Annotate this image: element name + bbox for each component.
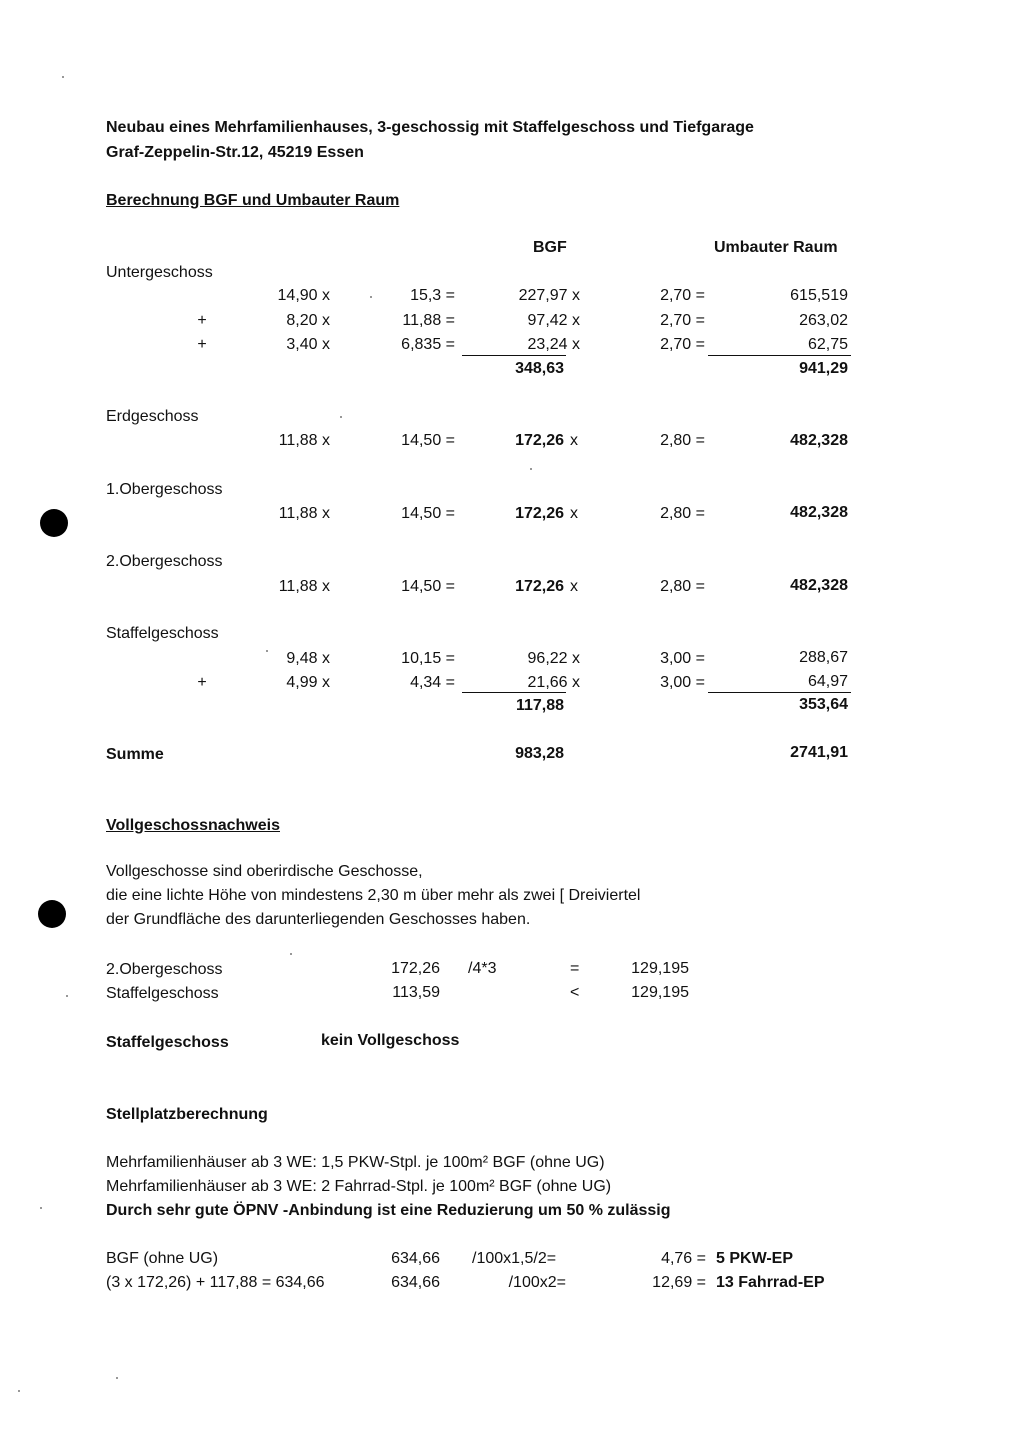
- dimension-b: 14,50 =: [401, 578, 455, 595]
- volume-value: 482,328: [790, 504, 848, 521]
- bgf-value: 172,26: [515, 505, 564, 522]
- rule-line: Mehrfamilienhäuser ab 3 WE: 2 Fahrrad-Stpl. je 100m² BGF (ohne UG): [106, 1178, 612, 1195]
- area-value: 113,59: [392, 984, 440, 1001]
- result-value: 4,76 =: [661, 1250, 706, 1267]
- result-floor-label: Staffelgeschoss: [106, 1034, 229, 1051]
- volume-value: 482,328: [790, 432, 848, 449]
- punch-hole-bottom: [38, 900, 66, 928]
- section-title-bgf: Berechnung BGF und Umbauter Raum: [106, 192, 400, 209]
- height-value: 3,00 =: [660, 674, 705, 691]
- result-value: 129,195: [631, 960, 689, 977]
- column-header-umbauter-raum: Umbauter Raum: [714, 239, 838, 256]
- parking-count: 5 PKW-EP: [716, 1250, 794, 1267]
- sum-rule: [462, 355, 566, 356]
- height-value: 2,70 =: [660, 336, 705, 353]
- sum-rule: [462, 692, 566, 693]
- height-value: 2,70 =: [660, 312, 705, 329]
- formula: /4*3: [468, 960, 497, 977]
- formula: /100x2=: [508, 1274, 566, 1291]
- comparison-sign: <: [570, 984, 580, 1001]
- scan-speck: [18, 1390, 20, 1392]
- dimension-b: 15,3 =: [410, 287, 455, 304]
- scan-speck: [66, 995, 68, 997]
- floor-label: Staffelgeschoss: [106, 985, 219, 1002]
- sum-rule: [708, 355, 851, 356]
- scan-speck: [62, 76, 64, 78]
- operator: +: [197, 336, 207, 353]
- multiply-sign: x: [570, 505, 578, 522]
- volume-value: 615,519: [790, 287, 848, 304]
- dimension-a: 9,48 x: [286, 650, 330, 667]
- dimension-b: 6,835 =: [401, 336, 455, 353]
- bgf-value: 172,26: [515, 578, 564, 595]
- section-title-vollgeschoss: Vollgeschossnachweis: [106, 817, 280, 834]
- paragraph-line: der Grundfläche des darunterliegenden Geschosses haben.: [106, 911, 531, 928]
- floor-label-staffelgeschoss: Staffelgeschoss: [106, 625, 219, 642]
- bgf-value: 227,97 x: [518, 287, 580, 304]
- dimension-b: 10,15 =: [401, 650, 455, 667]
- dimension-b: 14,50 =: [401, 432, 455, 449]
- bgf-value: 21,66 x: [527, 674, 580, 691]
- floor-label: 2.Obergeschoss: [106, 961, 223, 978]
- dimension-a: 4,99 x: [286, 674, 330, 691]
- dimension-a: 8,20 x: [286, 312, 330, 329]
- dimension-a: 11,88 x: [278, 432, 330, 449]
- floor-label-erdgeschoss: Erdgeschoss: [106, 408, 199, 425]
- floor-label-untergeschoss: Untergeschoss: [106, 264, 213, 281]
- height-value: 3,00 =: [660, 650, 705, 667]
- column-header-bgf: BGF: [533, 239, 567, 256]
- dimension-b: 14,50 =: [401, 505, 455, 522]
- multiply-sign: x: [570, 432, 578, 449]
- floor-label-1-obergeschoss: 1.Obergeschoss: [106, 481, 223, 498]
- parking-count: 13 Fahrrad-EP: [716, 1274, 825, 1291]
- total-label: Summe: [106, 746, 164, 763]
- height-value: 2,70 =: [660, 287, 705, 304]
- dimension-b: 11,88 =: [402, 312, 455, 329]
- reduction-note: Durch sehr gute ÖPNV -Anbindung ist eine Reduzierung um 50 % zulässig: [106, 1202, 671, 1219]
- bgf-value: 23,24 x: [527, 336, 580, 353]
- subtotal-bgf: 117,88: [515, 697, 564, 714]
- dimension-a: 14,90 x: [277, 287, 330, 304]
- bgf-value: 97,42 x: [527, 312, 580, 329]
- scan-speck: [116, 1377, 118, 1379]
- height-value: 2,80 =: [660, 578, 705, 595]
- bgf-value: 172,26: [515, 432, 564, 449]
- dimension-b: 4,34 =: [410, 674, 455, 691]
- operator: +: [197, 674, 207, 691]
- row-label: (3 x 172,26) + 117,88 = 634,66: [106, 1274, 325, 1291]
- volume-value: 288,67: [799, 649, 848, 666]
- result-text: kein Vollgeschoss: [321, 1032, 460, 1049]
- volume-value: 64,97: [807, 673, 848, 690]
- height-value: 2,80 =: [660, 432, 705, 449]
- result-value: 129,195: [631, 984, 689, 1001]
- volume-value: 482,328: [790, 577, 848, 594]
- area-value: 634,66: [391, 1250, 440, 1267]
- scan-speck: [40, 1207, 42, 1209]
- floor-label-2-obergeschoss: 2.Obergeschoss: [106, 553, 223, 570]
- volume-value: 263,02: [799, 312, 848, 329]
- total-volume: 2741,91: [790, 744, 848, 761]
- sum-rule: [708, 692, 851, 693]
- dimension-a: 11,88 x: [278, 578, 330, 595]
- comparison-sign: =: [570, 960, 580, 977]
- total-bgf: 983,28: [515, 745, 564, 762]
- height-value: 2,80 =: [660, 505, 705, 522]
- scan-speck: [530, 468, 532, 470]
- section-title-stellplatz: Stellplatzberechnung: [106, 1106, 268, 1123]
- dimension-a: 3,40 x: [286, 336, 330, 353]
- formula: /100x1,5/2=: [472, 1250, 557, 1267]
- punch-hole-top: [40, 509, 68, 537]
- multiply-sign: x: [570, 578, 578, 595]
- scan-speck: [290, 953, 292, 955]
- volume-value: 62,75: [807, 336, 848, 353]
- result-value: 12,69 =: [652, 1274, 706, 1291]
- area-value: 172,26: [391, 960, 440, 977]
- document-title: Neubau eines Mehrfamilienhauses, 3-geschossig mit Staffelgeschoss und Tiefgarage: [106, 119, 754, 136]
- area-value: 634,66: [391, 1274, 440, 1291]
- operator: +: [197, 312, 207, 329]
- scan-speck: [340, 416, 342, 418]
- rule-line: Mehrfamilienhäuser ab 3 WE: 1,5 PKW-Stpl. je 100m² BGF (ohne UG): [106, 1154, 605, 1171]
- document-address: Graf-Zeppelin-Str.12, 45219 Essen: [106, 144, 364, 161]
- subtotal-volume: 941,29: [799, 360, 848, 377]
- subtotal-bgf: 348,63: [515, 360, 564, 377]
- paragraph-line: Vollgeschosse sind oberirdische Geschosse,: [106, 863, 423, 880]
- dimension-a: 11,88 x: [278, 505, 330, 522]
- paragraph-line: die eine lichte Höhe von mindestens 2,30 m über mehr als zwei [ Dreiviertel: [106, 887, 641, 904]
- bgf-value: 96,22 x: [527, 650, 580, 667]
- subtotal-volume: 353,64: [799, 696, 848, 713]
- row-label: BGF (ohne UG): [106, 1250, 219, 1267]
